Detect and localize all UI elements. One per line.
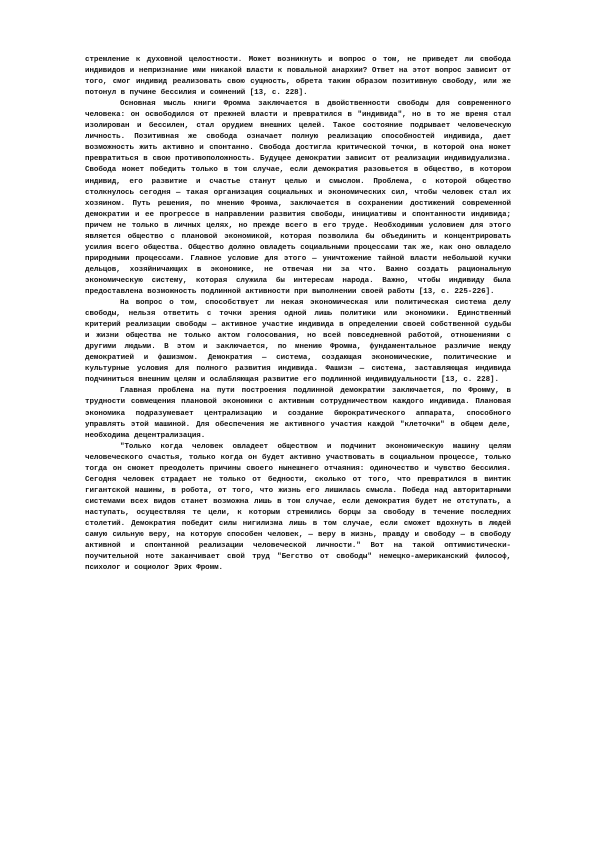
paragraph-2: Основная мысль книги Фромма заключается в двойственности свободы для современного человека: он освободился от прежней власти и превратился в "индивида", но в то же время стал изолирован и бессилен, стал орудием внешних целей. Такое состояние подрывает человеческую личность. Позитивная же свобода означает полную реализацию способностей индивида, дает возможность жить активно и спонтанно. Свобода достигла критической точки, в которой она может превратиться в свою противоположность. Будущее демократии зависит от реализации индивидуализма. Свобода может победить только в том случае, если демократия разовьется в общество, в котором индивид, его развитие и счастье станут целью и смыслом. Проблема, с которой общество столкнулось сегодня — такая организация социальных и экономических сил, чтобы человек стал их хозяином. Путь решения, по мнению Фромма, заключается в сохранении достижений современной демократии и ее прогрессе в направлении развития свободы, инициативы и спонтанности индивида; причем не только в личных целях, но прежде всего в его труде. Необходимым условием для этого является общество с плановой экономикой, которая позволила бы объединить и концентрировать усилия всего общества. Общество должно овладеть социальными процессами так же, как оно овладело природными процессами. Главное условие для этого — уничтожение тайной власти небольшой кучки дельцов, хозяйничающих в экономике, не отвечая ни за что. Важно создать рациональную экономическую систему, которая служила бы интересам народа. Важно, чтобы индивиду была предоставлена возможность подлинной активности при выполнении своей работы [13, с. 225-226]. (85, 100, 511, 296)
paragraph-4: Главная проблема на пути построения подлинной демократии заключается, по Фромму, в трудности совмещения плановой экономики с активным сотрудничеством каждого индивида. Плановая экономика подразумевает централизацию и создание бюрократического аппарата, способного управлять этой машиной. Для обеспечения же активного участия каждой "клеточки" в общем деле, необходима децентрализация. (85, 387, 511, 440)
text-body (85, 55, 511, 574)
paragraph-5: "Только когда человек овладеет обществом и подчинит экономическую машину целям человеческого счастья, только когда он будет активно участвовать в социальном процессе, только тогда он сможет преодолеть причины своего нынешнего отчаяния: одиночество и чувство бессилия. Сегодня человек страдает не только от бедности, сколько от того, что превратился в винтик гигантской машины, в робота, от того, что жизнь его лишилась смысла. Победа над авторитарными системами всех видов станет возможна лишь в том случае, если демократия будет не отступать, а наступать, осуществляя те цели, к которым стремились борцы за свободу в течение последних столетий. Демократия победит силы нигилизма лишь в том случае, если сможет вдохнуть в людей самую сильную веру, на которую способен человек, — веру в жизнь, правду и свободу — в свободу активной и спонтанной реализации человеческой личности." Вот на такой оптимистически-поучительной ноте заканчивает свой труд "Бегство от свободы" немецко-американский философ, психолог и социолог Эрих Фромм. (85, 442, 511, 573)
paragraph-3: На вопрос о том, способствует ли некая экономическая или политическая система делу свободы, нельзя ответить с точки зрения одной лишь политики или экономики. Единственный критерий реализации свободы — активное участие индивида в определении своей собственной судьбы и жизни общества не только актом голосования, но всей повседневной работой, отношениями с другими людьми. В этом и заключается, по мнению Фромма, фундаментальное различие между демократией и фашизмом. Демократия — система, создающая экономические, политические и культурные условия для полного развития индивида. Фашизм — система, заставляющая индивида подчиниться внешним целям и ослабляющая развитие его подлинной индивидуальности [13, с. 228]. (85, 299, 511, 385)
paragraph-1: стремление к духовной целостности. Может возникнуть и вопрос о том, не приведет ли свобода индивидов и непризнание ими никакой власти к повальной анархии? Ответ на этот вопрос зависит от того, смог индивид реализовать свою сущность, обрета таким образом позитивную свободу, или же потонул в пучине бессилия и сомнений [13, с. 228]. (85, 56, 511, 98)
